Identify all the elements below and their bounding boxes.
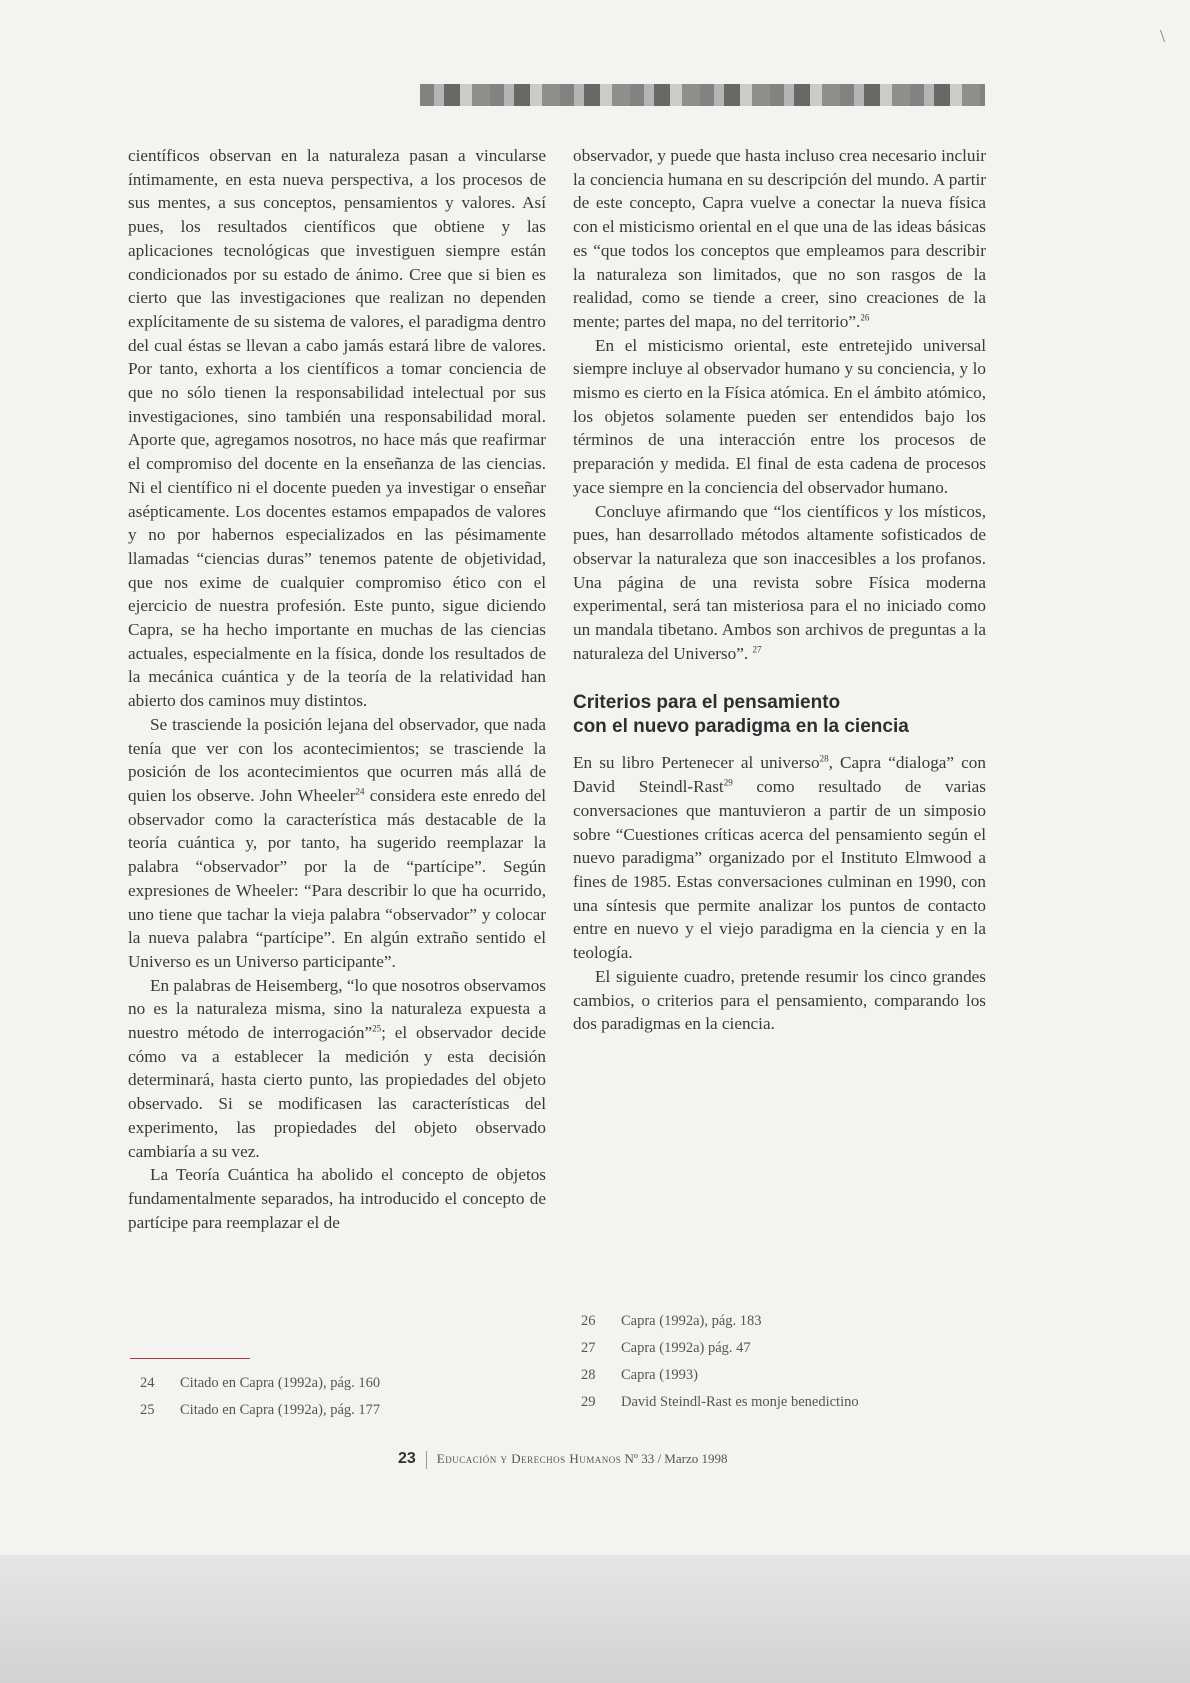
footnote-24: 24 Citado en Capra (1992a), pág. 160 (140, 1375, 381, 1391)
right-paragraph-3: Concluye afirmando que “los científicos y los místicos, pues, han desarrollado métodos altamente sofisticados de observar la naturaleza que son inaccesibles a los profanos. Una página de una revista sobre Física moderna experimental, será tan misteriosa para el no iniciado como un mandala tibetano. Ambos son archivos de preguntas a la naturaleza del Universo”. $^{27}$ (573, 501, 986, 663)
footnote-ref-26[interactable]: 26 (860, 312, 870, 323)
footer-separator (426, 1451, 427, 1469)
page-number: 23 (398, 1450, 416, 1467)
footnote-25: 25 Citado en Capra (1992a), pág. 177 (140, 1402, 381, 1418)
footnote-28: 28 Capra (1993) (581, 1367, 698, 1383)
footnotes-left (140, 1370, 380, 1424)
footnote-29: 29 David Steindl-Rast es monje benedictino (581, 1394, 859, 1410)
header-decorative-bar (420, 84, 985, 106)
right-paragraph-2: En el misticismo oriental, este entretejido universal siempre incluye al observador humano y su conciencia, y lo mismo es cierto en la Física atómica. En el ámbito atómico, los objetos solamente pueden ser entendidos bajo los términos de una interacción entre los procesos de preparación y medida. El final de esta cadena de procesos yace siempre en la conciencia del observador humano. (573, 335, 986, 497)
footnote-ref-25[interactable]: 25 (372, 1023, 382, 1034)
right-paragraph-5: El siguiente cuadro, pretende resumir los cinco grandes cambios, o criterios para el pensamiento, comparando los dos paradigmas en la ciencia. (573, 966, 986, 1034)
footnote-26: 26 Capra (1992a), pág. 183 (581, 1313, 762, 1329)
footnote-divider (130, 1358, 250, 1359)
scan-bottom-shade (0, 1555, 1190, 1683)
section-heading: Criterios para el pensamiento con el nuevo paradigma en la ciencia (573, 692, 909, 738)
left-paragraph-4: La Teoría Cuántica ha abolido el concepto de objetos fundamentalmente separados, ha introducido el concepto de partícipe para reemplazar el de (128, 1165, 546, 1232)
footnotes-right (581, 1308, 859, 1416)
footnote-ref-28[interactable]: 28 (819, 753, 829, 764)
footnote-ref-27[interactable]: 27 (752, 644, 762, 655)
left-column (128, 144, 546, 1234)
right-column (573, 144, 986, 1036)
issue-info: Nº 33 / Marzo 1998 (624, 1451, 728, 1466)
right-paragraph-1: observador, y puede que hasta incluso crea necesario incluir la conciencia humana en su descripción del mundo. A partir de este concepto, Capra vuelve a conectar la nueva física con el misticismo oriental en el que una de las ideas básicas es “que todos los conceptos que empleamos para describir la naturaleza son limitados, que no son rasgos de la realidad, como se tiende a creer, sino creaciones de la mente; partes del mapa, no del territorio”.$^{26}$ (573, 146, 986, 331)
corner-mark: \ (1160, 26, 1166, 46)
footnote-ref-24[interactable]: 24 (355, 786, 365, 797)
right-paragraph-4: En su libro Pertenecer al universo$^{28}$, Capra “dialoga” con David Steindl-Rast$^{29}$ como resultado de varias conversaciones que mantuvieron a partir de un simposio sobre “Cuestiones críticas acerca del pensamiento según el nuevo paradigma” organizado por el Instituto Elmwood a fines de 1985. Estas conversaciones culminan en 1990, con una síntesis que permite analizar los puntos de contacto entre en nuevo y el viejo paradigma en la ciencia y en la teología. (573, 753, 986, 963)
left-paragraph-1: científicos observan en la naturaleza pasan a vincularse íntimamente, en esta nueva perspectiva, a los procesos de sus mentes, a sus conceptos, pensamientos y valores. Así pues, los resultados científicos que obtiene y las aplicaciones tecnológicas que investiguen siempre están condicionados por su estado de ánimo. Cree que si bien es cierto que las investigaciones que realizan no dependen explícitamente de su sistema de valores, el paradigma dentro del cual éstas se llevan a cabo jamás estará libre de valores. Por tanto, exhorta a los científicos a tomar conciencia de que no sólo tienen la responsabilidad intelectual por sus investigaciones, sino también una responsabilidad moral. Aporte que, agregamos nosotros, no hace más que reafirmar el compromiso del docente en la enseñanza de las ciencias. Ni el científico ni el docente pueden ya investigar o enseñar asépticamente. Los docentes estamos empapados de valores y no por habernos especializados en las pésimamente llamadas “ciencias duras” tenemos patente de objetividad, que nos exime de cualquier compromiso ético con el ejercicio de nuestra profesión. Este punto, sigue diciendo Capra, se ha hecho importante en muchas de las ciencias actuales, especialmente en la física, donde los resultados de la mecánica cuántica y de la teoría de la relatividad han abierto dos caminos muy distintos. (128, 146, 546, 711)
publication-name: Educación y Derechos Humanos (436, 1451, 622, 1466)
footnote-27: 27 Capra (1992a) pág. 47 (581, 1340, 751, 1356)
footnote-ref-29[interactable]: 29 (723, 777, 733, 788)
left-paragraph-2: Se trasciende la posición lejana del observador, que nada tenía que ver con los acontecimientos; se trasciende la posición de los acontecimientos que ocurren más allá de quien los observe. John Wheeler$^{24}$ considera este enredo del observador como la característica más destacable de la teoría cuántica y, por tanto, ha sugerido reemplazar la palabra “observador” por la de “partícipe”. Según expresiones de Wheeler: “Para describir lo que ha ocurrido, uno tiene que tachar la vieja palabra “observador” y colocar la nueva palabra “partícipe”. En algún extraño sentido el Universo es un Universo participante”. (128, 714, 546, 971)
left-paragraph-3: En palabras de Heisemberg, “lo que nosotros observamos no es la naturaleza misma, sino la naturaleza expuesta a nuestro método de interrogación”$^{25}$; el observador decide cómo va a establecer la medición y esta decisión determinará, hasta cierto punto, las propiedades del objeto observado. Si se modificasen las características del experimento, las propiedades del objeto observado cambiaría a su vez. (128, 975, 546, 1161)
page-footer (398, 1450, 858, 1469)
